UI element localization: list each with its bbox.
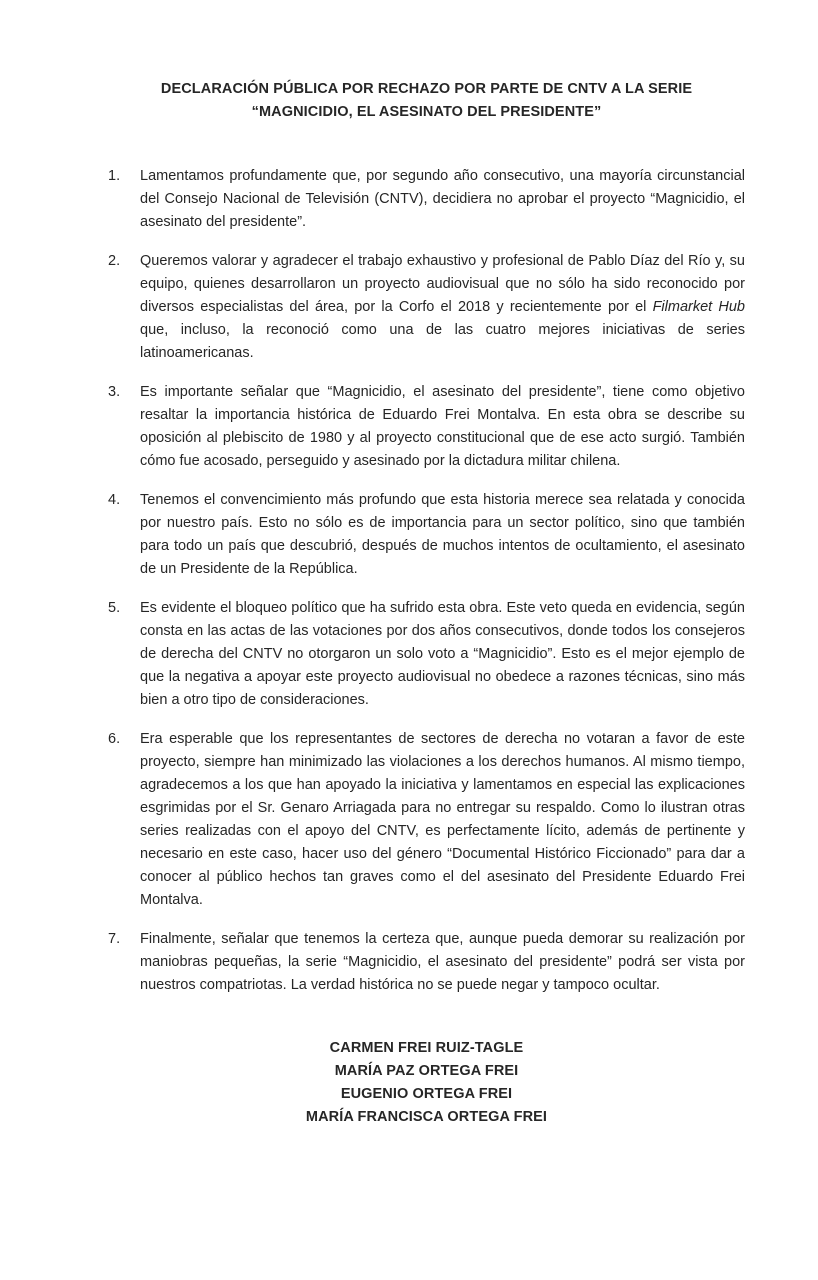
declaration-item-5 — [108, 597, 745, 712]
item-text: Era esperable que los representantes de sectores de derecha no votaran a favor de este proyecto, siempre han minimizado las violaciones a los derechos humanos. Al mismo tiempo, agradecemos a los que han apoyado la iniciativa y lamentamos en especial las explicaciones esgrimidas por el Sr. Genaro Arriagada para no entregar su respaldo. Como lo ilustran otras series realizadas con el apoyo del CNTV, es perfectamente lícito, además de pertinente y necesario en este caso, hacer uso del género “Documental Histórico Ficcionado” para dar a conocer al público hechos tan graves como el del asesinato del Presidente Eduardo Frei Montalva. — [140, 731, 745, 908]
item-number: 2. — [108, 253, 121, 269]
item-number: 7. — [108, 931, 121, 947]
item-text: Es importante señalar que “Magnicidio, el asesinato del presidente”, tiene como objetivo resaltar la importancia histórica de Eduardo Frei Montalva. En esta obra se describe su oposición al plebiscito de 1980 y al proyecto constitucional que de ese acto surgió. También cómo fue acosado, perseguido y asesinado por la dictadura militar chilena. — [140, 384, 745, 469]
item-text: Tenemos el convencimiento más profundo que esta historia merece sea relatada y conocida por nuestro país. Esto no sólo es de importancia para un sector político, sino que también para todo un país que descubrió, después de muchos intentos de ocultamiento, el asesinato de un Presidente de la República. — [140, 492, 745, 577]
item-text — [140, 250, 745, 365]
signature-name-2: MARÍA PAZ ORTEGA FREI — [334, 1063, 519, 1079]
declaration-items-list — [108, 165, 745, 997]
item-text-italic: Filmarket Hub — [652, 299, 745, 315]
declaration-item-7 — [108, 928, 745, 997]
item-text: Lamentamos profundamente que, por segundo año consecutivo, una mayoría circunstancial del Consejo Nacional de Televisión (CNTV), decidiera no aprobar el proyecto “Magnicidio, el asesinato del presidente”. — [140, 168, 745, 230]
item-number: 4. — [108, 492, 121, 508]
declaration-item-2 — [108, 250, 745, 365]
item-text: Finalmente, señalar que tenemos la certeza que, aunque pueda demorar su realización por maniobras pequeñas, la serie “Magnicidio, el asesinato del presidente” podrá ser vista por nuestros compatriotas. La verdad histórica no se puede negar y tampoco ocultar. — [140, 931, 745, 993]
declaration-item-4 — [108, 489, 745, 581]
document-title-line2: “MAGNICIDIO, EL ASESINATO DEL PRESIDENTE” — [251, 104, 602, 120]
declaration-item-6 — [108, 728, 745, 912]
document-title-line1: DECLARACIÓN PÚBLICA POR RECHAZO POR PARTE DE CNTV A LA SERIE — [160, 81, 693, 97]
declaration-item-1 — [108, 165, 745, 234]
declaration-item-3 — [108, 381, 745, 473]
document-title — [108, 78, 745, 124]
signature-name-1: CARMEN FREI RUIZ-TAGLE — [329, 1040, 524, 1056]
item-text-before-italic: Queremos valorar y agradecer el trabajo exhaustivo y profesional de Pablo Díaz del Río y, su equipo, quienes desarrollaron un proyecto audiovisual que no sólo ha sido reconocido por diversos especialistas del área, por la Corfo el 2018 y recientemente por el — [140, 253, 745, 315]
item-number: 5. — [108, 600, 121, 616]
item-text: Es evidente el bloqueo político que ha sufrido esta obra. Este veto queda en evidencia, según consta en las actas de las votaciones por dos años consecutivos, donde todos los consejeros de derecha del CNTV no otorgaron un solo voto a “Magnicidio”. Esto es el mejor ejemplo de que la negativa a apoyar este proyecto audiovisual no obedece a razones técnicas, sino más bien a otro tipo de consideraciones. — [140, 600, 745, 708]
signature-name-3: EUGENIO ORTEGA FREI — [340, 1086, 513, 1102]
item-number: 1. — [108, 168, 121, 184]
signature-name-4: MARÍA FRANCISCA ORTEGA FREI — [305, 1109, 548, 1125]
signature-block — [108, 1037, 745, 1129]
item-number: 3. — [108, 384, 121, 400]
item-number: 6. — [108, 731, 121, 747]
item-text-after-italic: que, incluso, la reconoció como una de las cuatro mejores iniciativas de series latinoamericanas. — [140, 322, 745, 361]
